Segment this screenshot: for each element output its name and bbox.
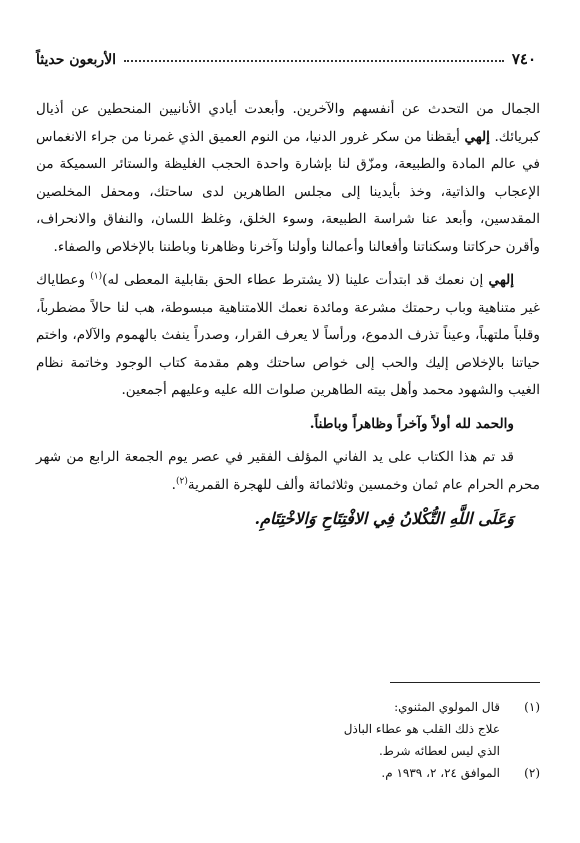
page-header <box>36 44 536 68</box>
footnote-2 <box>40 762 540 784</box>
paragraph-2-invocation: إلهي <box>488 272 515 288</box>
paragraph-2-text-a: إن نعمك قد ابتدأت علينا (لا يشترط عطاء الحق بقابلية المعطى له) <box>102 272 484 288</box>
closing-line: وَعَلَى اللَّهِ التُّكْلانُ فِي الافْتِتَاحِ وَالاخْتِتَامِ. <box>254 509 514 528</box>
paragraph-3 <box>36 444 540 499</box>
paragraph-3-text: قد تم هذا الكتاب على يد الفاني المؤلف الفقير في عصر يوم الجمعة الرابع من شهر محرم الحرام عام ثمان وخمسين وثلاثمائة وألف للهجرة القمرية <box>36 449 540 493</box>
paragraph-1-text: الجمال من التحدث عن أنفسهم والآخرين. وأبعدت أيادي الأنانيين المنحطين عن أذيال كبريائك. <box>36 101 540 145</box>
paragraph-3-end: . <box>171 476 176 493</box>
main-text <box>36 96 540 539</box>
praise-line: والحمد لله أولاً وآخراً وظاهراً وباطناً. <box>309 415 514 432</box>
paragraph-2 <box>36 267 540 405</box>
paragraph-1-continuation: أيقظنا من سكر غرور الدنيا، من النوم العميق الذي غمرنا من جراء الانغماس في عالم المادة والطبيعة، ومزّق لنا بإشارة واحدة الحجب الغليظة والستائر السميكة من الإعجاب والذاتية، وخذ بأيدينا إلى مجلس الطاهرين لدى ساحتك، ومحفل المخلصين المقدسين، وأبعد عنا شراسة الطبيعة، وسوء الخلق، وغلظ اللسان، والنفاق والانحراف، وأقرن حركاتنا وسكناتنا وأفعالنا وأعمالنا وأولنا وآخرنا وظاهرنا وباطننا بالإخلاص والصفاء. <box>36 128 540 255</box>
paragraph-2-text-b: وعطاياك غير متناهية وباب رحمتك مشرعة ومائدة نعمك اللامتناهية مبسوطة، هب لنا حالاً مضطرباً، وقلباً ملتهباً، وعيناً تذرف الدموع، ورأساً لا يعرف القرار، وصدراً ينفث بالهموم والآلام، واختم حياتنا بالإخلاص إليك والحب إلى خواص ساحتك وهم مقدمة كتاب الوجود وخاتمة نظام الغيب والشهود محمد وأهل بيته الطاهرين صلوات الله عليه وعليهم أجمعين. <box>36 272 540 398</box>
footnote-separator <box>390 682 540 683</box>
footnotes <box>40 696 540 784</box>
paragraph-1 <box>36 96 540 261</box>
footnote-1-mark: (١) <box>524 700 540 714</box>
footnote-1-line-1: قال المولوي المثنوي: <box>394 700 500 714</box>
page-number: ٧٤٠ <box>511 50 536 68</box>
footnote-2-mark: (٢) <box>524 766 540 780</box>
footnote-1-line-3: الذي ليس لعطائه شرط. <box>378 744 500 758</box>
paragraph-1-invocation: إلهي <box>464 128 490 145</box>
footnote-2-line-1: الموافق ٢٤، ٢، ١٩٣٩ م. <box>381 766 500 780</box>
book-title: الأربعون حديثاً <box>36 52 117 68</box>
footnote-1-line-2: علاج ذلك القلب هو عطاء الباذل <box>343 722 500 736</box>
footnote-1 <box>40 696 540 718</box>
footnote-ref-1[interactable]: (١) <box>90 271 103 282</box>
header-dotted-leader <box>124 60 504 62</box>
footnote-ref-2[interactable]: (٢) <box>175 475 188 486</box>
